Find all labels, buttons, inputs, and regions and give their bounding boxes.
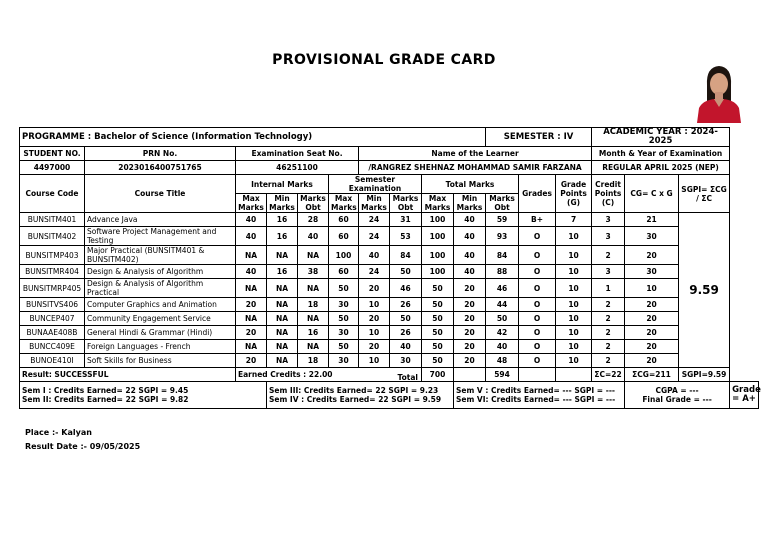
course-code: BUNSITMR404 xyxy=(20,265,85,279)
im-max-header: Max Marks xyxy=(236,194,267,213)
im-obt: NA xyxy=(298,279,329,298)
im-min: 16 xyxy=(267,213,298,227)
t-min: 20 xyxy=(454,312,486,326)
im-obt: NA xyxy=(298,246,329,265)
se-obt: 26 xyxy=(390,298,422,312)
course-code: BUNSITMP403 xyxy=(20,246,85,265)
cg-value: 20 xyxy=(625,354,679,368)
t-max: 50 xyxy=(422,312,454,326)
t-max: 50 xyxy=(422,298,454,312)
t-obt: 40 xyxy=(486,340,519,354)
se-max: 30 xyxy=(329,354,359,368)
table-row xyxy=(20,312,759,326)
grade-points: 10 xyxy=(556,265,592,279)
t-max: 50 xyxy=(422,354,454,368)
t-min: 20 xyxy=(454,279,486,298)
im-min: NA xyxy=(267,326,298,340)
se-max: 60 xyxy=(329,213,359,227)
credit-points: 1 xyxy=(592,279,625,298)
student-photo xyxy=(693,61,745,123)
final-grade-value: Final Grade = --- xyxy=(642,395,712,404)
im-min: NA xyxy=(267,279,298,298)
t-max: 100 xyxy=(422,213,454,227)
academic-year: ACADEMIC YEAR : 2024-2025 xyxy=(592,128,730,147)
se-obt: 40 xyxy=(390,340,422,354)
t-min: 20 xyxy=(454,326,486,340)
se-max: 50 xyxy=(329,312,359,326)
sum-c: ΣC=22 xyxy=(592,368,625,382)
learner-name-label: Name of the Learner xyxy=(359,147,592,161)
grade: O xyxy=(519,246,556,265)
grade: O xyxy=(519,265,556,279)
im-max: 20 xyxy=(236,354,267,368)
im-min-header: Min Marks xyxy=(267,194,298,213)
summary-credits-cell xyxy=(236,368,422,382)
cg-value: 10 xyxy=(625,279,679,298)
sgpi-header: SGPI= ΣCG / ΣC xyxy=(679,175,730,213)
earned-credits: Earned Credits : 22.00 xyxy=(238,370,333,379)
student-no-value: 4497000 xyxy=(20,161,85,175)
se-max: 60 xyxy=(329,227,359,246)
se-obt: 53 xyxy=(390,227,422,246)
course-title: Soft Skills for Business xyxy=(85,354,236,368)
cg-value: 20 xyxy=(625,246,679,265)
t-min: 40 xyxy=(454,213,486,227)
se-obt: 46 xyxy=(390,279,422,298)
se-obt: 31 xyxy=(390,213,422,227)
cgpa-value: CGPA = --- xyxy=(655,386,699,395)
course-title-header: Course Title xyxy=(85,175,236,213)
table-row xyxy=(20,326,759,340)
credit-points: 3 xyxy=(592,265,625,279)
grade-points: 10 xyxy=(556,340,592,354)
t-min: 40 xyxy=(454,265,486,279)
result-status: Result: SUCCESSFUL xyxy=(20,368,236,382)
cg-value: 21 xyxy=(625,213,679,227)
cg-value: 20 xyxy=(625,326,679,340)
table-row xyxy=(20,298,759,312)
place: Place :- Kalyan xyxy=(25,428,92,437)
t-max: 50 xyxy=(422,340,454,354)
im-obt: 16 xyxy=(298,326,329,340)
course-title: Computer Graphics and Animation xyxy=(85,298,236,312)
sem-4-summary: Sem IV : Credits Earned= 22 SGPI = 9.59 xyxy=(269,395,442,404)
course-code: BUNOE410I xyxy=(20,354,85,368)
im-obt: 18 xyxy=(298,354,329,368)
total-marks-header: Total Marks xyxy=(422,175,519,194)
total-label: Total xyxy=(397,373,418,382)
sgpi-value: 9.59 xyxy=(679,213,730,368)
t-min: 40 xyxy=(454,227,486,246)
grade-points: 10 xyxy=(556,227,592,246)
im-obt: 18 xyxy=(298,298,329,312)
course-code: BUNCC409E xyxy=(20,340,85,354)
se-min: 10 xyxy=(359,298,390,312)
se-obt: 26 xyxy=(390,326,422,340)
im-obt: NA xyxy=(298,340,329,354)
im-max: 40 xyxy=(236,227,267,246)
page-title: PROVISIONAL GRADE CARD xyxy=(272,52,496,68)
se-min: 20 xyxy=(359,340,390,354)
t-obt-header: Marks Obt xyxy=(486,194,519,213)
grade-points: 10 xyxy=(556,279,592,298)
month-year-label: Month & Year of Examination xyxy=(592,147,730,161)
table-row xyxy=(20,265,759,279)
grade-points: 10 xyxy=(556,326,592,340)
grade-points: 10 xyxy=(556,312,592,326)
course-title: Foreign Languages - French xyxy=(85,340,236,354)
sem-1-summary: Sem I : Credits Earned= 22 SGPI = 9.45 xyxy=(22,386,189,395)
sem-3-summary: Sem III: Credits Earned= 22 SGPI = 9.23 xyxy=(269,386,439,395)
t-min: 20 xyxy=(454,354,486,368)
cg-value: 20 xyxy=(625,312,679,326)
t-max: 50 xyxy=(422,279,454,298)
im-max: 40 xyxy=(236,265,267,279)
t-min: 20 xyxy=(454,298,486,312)
t-min: 20 xyxy=(454,340,486,354)
se-max: 30 xyxy=(329,326,359,340)
im-min: NA xyxy=(267,298,298,312)
table-row xyxy=(20,213,759,227)
im-obt-header: Marks Obt xyxy=(298,194,329,213)
cg-value: 20 xyxy=(625,298,679,312)
im-max: NA xyxy=(236,340,267,354)
table-row xyxy=(20,340,759,354)
t-max: 50 xyxy=(422,326,454,340)
grade-points: 10 xyxy=(556,246,592,265)
grade: O xyxy=(519,279,556,298)
credit-points: 2 xyxy=(592,326,625,340)
grade: O xyxy=(519,354,556,368)
cgpa-cell xyxy=(625,382,730,409)
course-title: Software Project Management and Testing xyxy=(85,227,236,246)
t-obt: 88 xyxy=(486,265,519,279)
im-min: NA xyxy=(267,246,298,265)
course-code: BUNSITVS406 xyxy=(20,298,85,312)
course-code: BUNCEP407 xyxy=(20,312,85,326)
semester-exam-header: Semester Examination xyxy=(329,175,422,194)
im-min: 16 xyxy=(267,227,298,246)
course-title: Major Practical (BUNSITM401 & BUNSITM402) xyxy=(85,246,236,265)
se-obt: 50 xyxy=(390,265,422,279)
cg-value: 30 xyxy=(625,265,679,279)
se-min: 40 xyxy=(359,246,390,265)
t-min: 40 xyxy=(454,246,486,265)
se-max-header: Max Marks xyxy=(329,194,359,213)
credit-points: 2 xyxy=(592,354,625,368)
grade-points: 10 xyxy=(556,298,592,312)
se-min: 24 xyxy=(359,265,390,279)
course-title: General Hindi & Grammar (Hindi) xyxy=(85,326,236,340)
se-min: 10 xyxy=(359,354,390,368)
se-min: 24 xyxy=(359,227,390,246)
credit-points: 2 xyxy=(592,246,625,265)
t-obt: 48 xyxy=(486,354,519,368)
se-max: 30 xyxy=(329,298,359,312)
se-min: 24 xyxy=(359,213,390,227)
grade: B+ xyxy=(519,213,556,227)
im-max: 20 xyxy=(236,326,267,340)
t-min-header: Min Marks xyxy=(454,194,486,213)
im-obt: NA xyxy=(298,312,329,326)
t-obt: 59 xyxy=(486,213,519,227)
course-code-header: Course Code xyxy=(20,175,85,213)
se-min: 20 xyxy=(359,312,390,326)
t-obt: 50 xyxy=(486,312,519,326)
t-max: 100 xyxy=(422,265,454,279)
im-min: NA xyxy=(267,312,298,326)
se-min: 10 xyxy=(359,326,390,340)
im-min: NA xyxy=(267,340,298,354)
student-no-label: STUDENT NO. xyxy=(20,147,85,161)
seat-no-label: Examination Seat No. xyxy=(236,147,359,161)
se-obt: 84 xyxy=(390,246,422,265)
overall-grade: Grade = A+ xyxy=(730,382,759,409)
t-max: 100 xyxy=(422,246,454,265)
cg-value: 30 xyxy=(625,227,679,246)
im-max: 40 xyxy=(236,213,267,227)
se-obt: 50 xyxy=(390,312,422,326)
course-code: BUNSITM402 xyxy=(20,227,85,246)
grade: O xyxy=(519,227,556,246)
blank-cell xyxy=(556,368,592,382)
blank-cell xyxy=(454,368,486,382)
grade: O xyxy=(519,298,556,312)
t-obt: 84 xyxy=(486,246,519,265)
grade: O xyxy=(519,312,556,326)
course-title: Design & Analysis of Algorithm xyxy=(85,265,236,279)
t-max-header: Max Marks xyxy=(422,194,454,213)
total-obt: 594 xyxy=(486,368,519,382)
credit-points-header: Credit Points (C) xyxy=(592,175,625,213)
table-row xyxy=(20,246,759,265)
exam-session-value: REGULAR APRIL 2025 (NEP) xyxy=(592,161,730,175)
se-max: 50 xyxy=(329,279,359,298)
table-row xyxy=(20,227,759,246)
seat-no-value: 46251100 xyxy=(236,161,359,175)
course-code: BUNSITM401 xyxy=(20,213,85,227)
grade-points-header: Grade Points (G) xyxy=(556,175,592,213)
total-max: 700 xyxy=(422,368,454,382)
course-title: Community Engagement Service xyxy=(85,312,236,326)
t-obt: 44 xyxy=(486,298,519,312)
se-max: 100 xyxy=(329,246,359,265)
learner-name-value: /RANGREZ SHEHNAZ MOHAMMAD SAMIR FARZANA xyxy=(359,161,592,175)
sem-5-summary: Sem V : Credits Earned= --- SGPI = --- xyxy=(456,386,616,395)
credit-points: 2 xyxy=(592,298,625,312)
result-date: Result Date :- 09/05/2025 xyxy=(25,442,141,451)
sem-3-4-cell xyxy=(267,382,454,409)
grade-card-table xyxy=(19,127,759,409)
course-code: BUNAAE408B xyxy=(20,326,85,340)
credit-points: 2 xyxy=(592,340,625,354)
blank-cell xyxy=(519,368,556,382)
table-row xyxy=(20,279,759,298)
sgpi-summary: SGPI=9.59 xyxy=(679,368,730,382)
sem-1-2-cell xyxy=(20,382,267,409)
sem-5-6-cell xyxy=(454,382,625,409)
sem-2-summary: Sem II: Credits Earned= 22 SGPI = 9.82 xyxy=(22,395,189,404)
internal-marks-header: Internal Marks xyxy=(236,175,329,194)
programme-name: PROGRAMME : Bachelor of Science (Information Technology) xyxy=(20,128,486,147)
course-title: Design & Analysis of Algorithm Practical xyxy=(85,279,236,298)
table-row xyxy=(20,354,759,368)
grade-points: 10 xyxy=(556,354,592,368)
se-max: 50 xyxy=(329,340,359,354)
t-obt: 93 xyxy=(486,227,519,246)
cg-header: CG= C x G xyxy=(625,175,679,213)
course-code: BUNSITMRP405 xyxy=(20,279,85,298)
se-max: 60 xyxy=(329,265,359,279)
im-max: NA xyxy=(236,246,267,265)
se-obt-header: Marks Obt xyxy=(390,194,422,213)
se-min: 20 xyxy=(359,279,390,298)
grade: O xyxy=(519,326,556,340)
grade-points: 7 xyxy=(556,213,592,227)
t-max: 100 xyxy=(422,227,454,246)
t-obt: 46 xyxy=(486,279,519,298)
im-max: NA xyxy=(236,279,267,298)
prn-no-label: PRN No. xyxy=(85,147,236,161)
semester-label: SEMESTER : IV xyxy=(486,128,592,147)
credit-points: 3 xyxy=(592,227,625,246)
im-min: 16 xyxy=(267,265,298,279)
im-max: NA xyxy=(236,312,267,326)
t-obt: 42 xyxy=(486,326,519,340)
im-obt: 40 xyxy=(298,227,329,246)
sum-cg: ΣCG=211 xyxy=(625,368,679,382)
course-title: Advance Java xyxy=(85,213,236,227)
im-obt: 28 xyxy=(298,213,329,227)
im-max: 20 xyxy=(236,298,267,312)
sem-6-summary: Sem VI: Credits Earned= --- SGPI = --- xyxy=(456,395,616,404)
grades-header: Grades xyxy=(519,175,556,213)
grade: O xyxy=(519,340,556,354)
se-obt: 30 xyxy=(390,354,422,368)
cg-value: 20 xyxy=(625,340,679,354)
credit-points: 2 xyxy=(592,312,625,326)
im-min: NA xyxy=(267,354,298,368)
credit-points: 3 xyxy=(592,213,625,227)
se-min-header: Min Marks xyxy=(359,194,390,213)
im-obt: 38 xyxy=(298,265,329,279)
prn-no-value: 2023016400751765 xyxy=(85,161,236,175)
